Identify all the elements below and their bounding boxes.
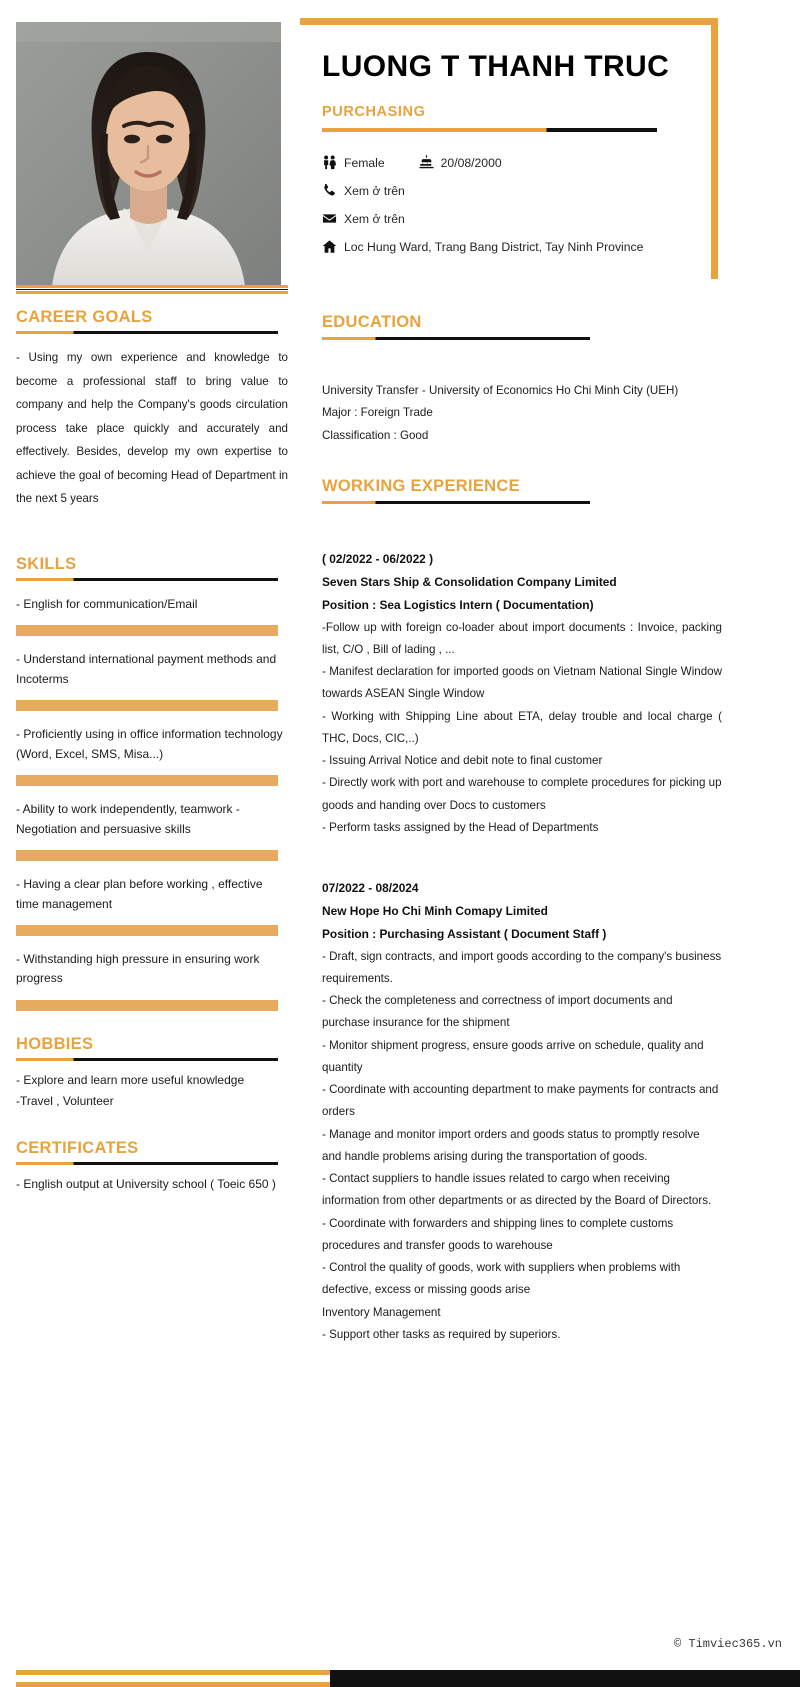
footer-credit: © Timviec365.vn (673, 1637, 782, 1651)
experience-duty: - Manage and monitor import orders and goods status to promptly resolve and handle problems arising during the transportation of goods. (322, 1127, 700, 1163)
cake-icon (419, 155, 441, 170)
candidate-job-title: PURCHASING (322, 103, 426, 120)
contact-phone-value: Xem ở trên (344, 183, 405, 198)
skill-level-bar (16, 700, 278, 711)
home-icon (322, 239, 344, 254)
experience-duty: - Draft, sign contracts, and import goods according to the company's business requirements. (322, 949, 722, 985)
skill-item: - Having a clear plan before working , effective time management (16, 877, 263, 911)
contact-row-email (322, 205, 712, 233)
certificates-title: CERTIFICATES (16, 1139, 139, 1158)
section-working-experience (322, 477, 722, 1346)
title-underline-rule (322, 128, 657, 132)
experience-duty: - Check the completeness and correctness of import documents and purchase insurance for the shipment (322, 994, 673, 1030)
experience-duty: - Monitor shipment progress, ensure goods arrive on schedule, quality and quantity (322, 1038, 704, 1074)
skill-level-bar (16, 1000, 278, 1011)
education-line: University Transfer - University of Economics Ho Chi Minh City (UEH) (322, 384, 679, 398)
right-column (322, 285, 722, 1346)
section-hobbies (16, 1035, 288, 1111)
experience-company: New Hope Ho Chi Minh Comapy Limited (322, 903, 548, 918)
resume-header (0, 0, 800, 285)
education-line: Classification : Good (322, 428, 429, 442)
profile-photo (16, 22, 281, 286)
contact-gender-value: Female (344, 155, 385, 170)
contact-row-gender-birthday (322, 149, 712, 177)
contact-row-phone (322, 177, 712, 205)
experience-duty: - Perform tasks assigned by the Head of Departments (322, 820, 599, 834)
experience-duty: - Working with Shipping Line about ETA, delay trouble and local charge ( THC, Docs, CIC,..) (322, 709, 722, 745)
experience-duty: - Manifest declaration for imported goods on Vietnam National Single Window towards ASEAN Single Window (322, 665, 722, 701)
skill-item: - Ability to work independently, teamwork - Negotiation and persuasive skills (16, 802, 240, 836)
contact-gender (322, 155, 385, 170)
spacer-education-body (322, 340, 722, 380)
skill-level-bar (16, 625, 278, 636)
experience-duty: - Control the quality of goods, work with suppliers when problems with defective, excess or missing goods arise (322, 1261, 681, 1297)
header-accent-top-bar (300, 18, 718, 25)
experience-period: ( 02/2022 - 06/2022 ) (322, 552, 434, 567)
skill-item: - Understand international payment methods and Incoterms (16, 652, 277, 686)
spacer-hobbies-certificates (16, 1111, 288, 1139)
skill-level-bar (16, 850, 278, 861)
education-line: Major : Foreign Trade (322, 406, 433, 420)
hobby-item: -Travel , Volunteer (16, 1093, 114, 1108)
spacer-education-experience (322, 447, 722, 477)
header-accent-right-bar (711, 18, 718, 279)
career-goals-body: - Using my own experience and knowledge to become a professional staff to bring value to company and help the Company's goods circulation process take place quickly and accurately and effectively. Besides, develop my own expertise to achieve the goal of becoming Head of Department in the next 5 years (16, 351, 288, 506)
skill-item: - Withstanding high pressure in ensuring work progress (16, 951, 260, 986)
section-certificates (16, 1139, 288, 1195)
envelope-icon (322, 211, 344, 226)
header-identity (322, 50, 712, 261)
experience-position: Position : Sea Logistics Intern ( Documentation) (322, 597, 594, 612)
experience-company: Seven Stars Ship & Consolidation Company Limited (322, 574, 617, 589)
experience-duty: - Contact suppliers to handle issues related to cargo when receiving information from other departments or as directed by the Board of Directors. (322, 1172, 712, 1208)
experience-duty: - Support other tasks as required by superiors. (322, 1327, 561, 1341)
education-title: EDUCATION (322, 313, 422, 331)
hobbies-rule (16, 1058, 278, 1061)
experience-duty: - Coordinate with accounting department to make payments for contracts and orders (322, 1083, 719, 1119)
experience-period: 07/2022 - 08/2024 (322, 881, 419, 896)
experience-duty: - Directly work with port and warehouse to complete procedures for picking up goods and handing over Docs to customers (322, 776, 722, 812)
phone-icon (322, 183, 344, 198)
footer-black-bar (330, 1670, 800, 1687)
skills-rule (16, 578, 278, 581)
contact-email-value: Xem ở trên (344, 211, 405, 226)
spacer-job1-job2 (322, 839, 722, 877)
profile-photo-image (16, 22, 281, 286)
contact-address-value: Loc Hung Ward, Trang Bang District, Tay Ninh Province (344, 239, 644, 254)
contact-birthday (419, 155, 502, 170)
experience-duty: - Issuing Arrival Notice and debit note to final customer (322, 754, 603, 768)
skill-level-bar (16, 775, 278, 786)
footer-bars (0, 1665, 800, 1687)
spacer-career-skills (16, 511, 288, 555)
contact-birthday-value: 20/08/2000 (440, 155, 502, 170)
gender-icon (322, 155, 344, 170)
experience-position: Position : Purchasing Assistant ( Document Staff ) (322, 926, 607, 941)
footer-orange-bar-top (16, 1670, 336, 1675)
hobby-item: - Explore and learn more useful knowledge (16, 1072, 245, 1087)
experience-entry (322, 548, 722, 839)
contact-block (322, 149, 712, 261)
career-goals-title: CAREER GOALS (16, 308, 153, 326)
section-education (322, 313, 722, 447)
left-column (16, 285, 288, 1195)
contact-row-address (322, 233, 712, 261)
spacer-right-top (322, 285, 722, 313)
spacer-skills-hobbies (16, 1011, 288, 1035)
spacer-experience-job1 (322, 504, 722, 548)
experience-duty: Inventory Management (322, 1305, 441, 1319)
skills-title: SKILLS (16, 554, 77, 573)
experience-duty: - Coordinate with forwarders and shipping lines to complete customs procedures and transfer goods to warehouse (322, 1216, 674, 1252)
certificates-rule (16, 1162, 278, 1165)
career-goals-rule (16, 331, 278, 334)
experience-entry (322, 877, 722, 1346)
hobbies-title: HOBBIES (16, 1034, 94, 1053)
candidate-name: LUONG T THANH TRUC (322, 50, 670, 83)
skill-level-bar (16, 925, 278, 936)
left-column-top-rule (16, 285, 288, 294)
skill-item: - English for communication/Email (16, 597, 198, 611)
section-skills (16, 555, 288, 1011)
certificate-item: - English output at University school ( Toeic 650 ) (16, 1177, 276, 1192)
working-experience-title: WORKING EXPERIENCE (322, 476, 520, 495)
experience-duty: -Follow up with foreign co-loader about import documents : Invoice, packing list, C/O , Bill of lading , ... (322, 620, 722, 656)
section-career-goals (16, 308, 288, 511)
footer-orange-bar-bottom (16, 1682, 330, 1687)
skill-item: - Proficiently using in office information technology (Word, Excel, SMS, Misa...) (16, 727, 283, 761)
